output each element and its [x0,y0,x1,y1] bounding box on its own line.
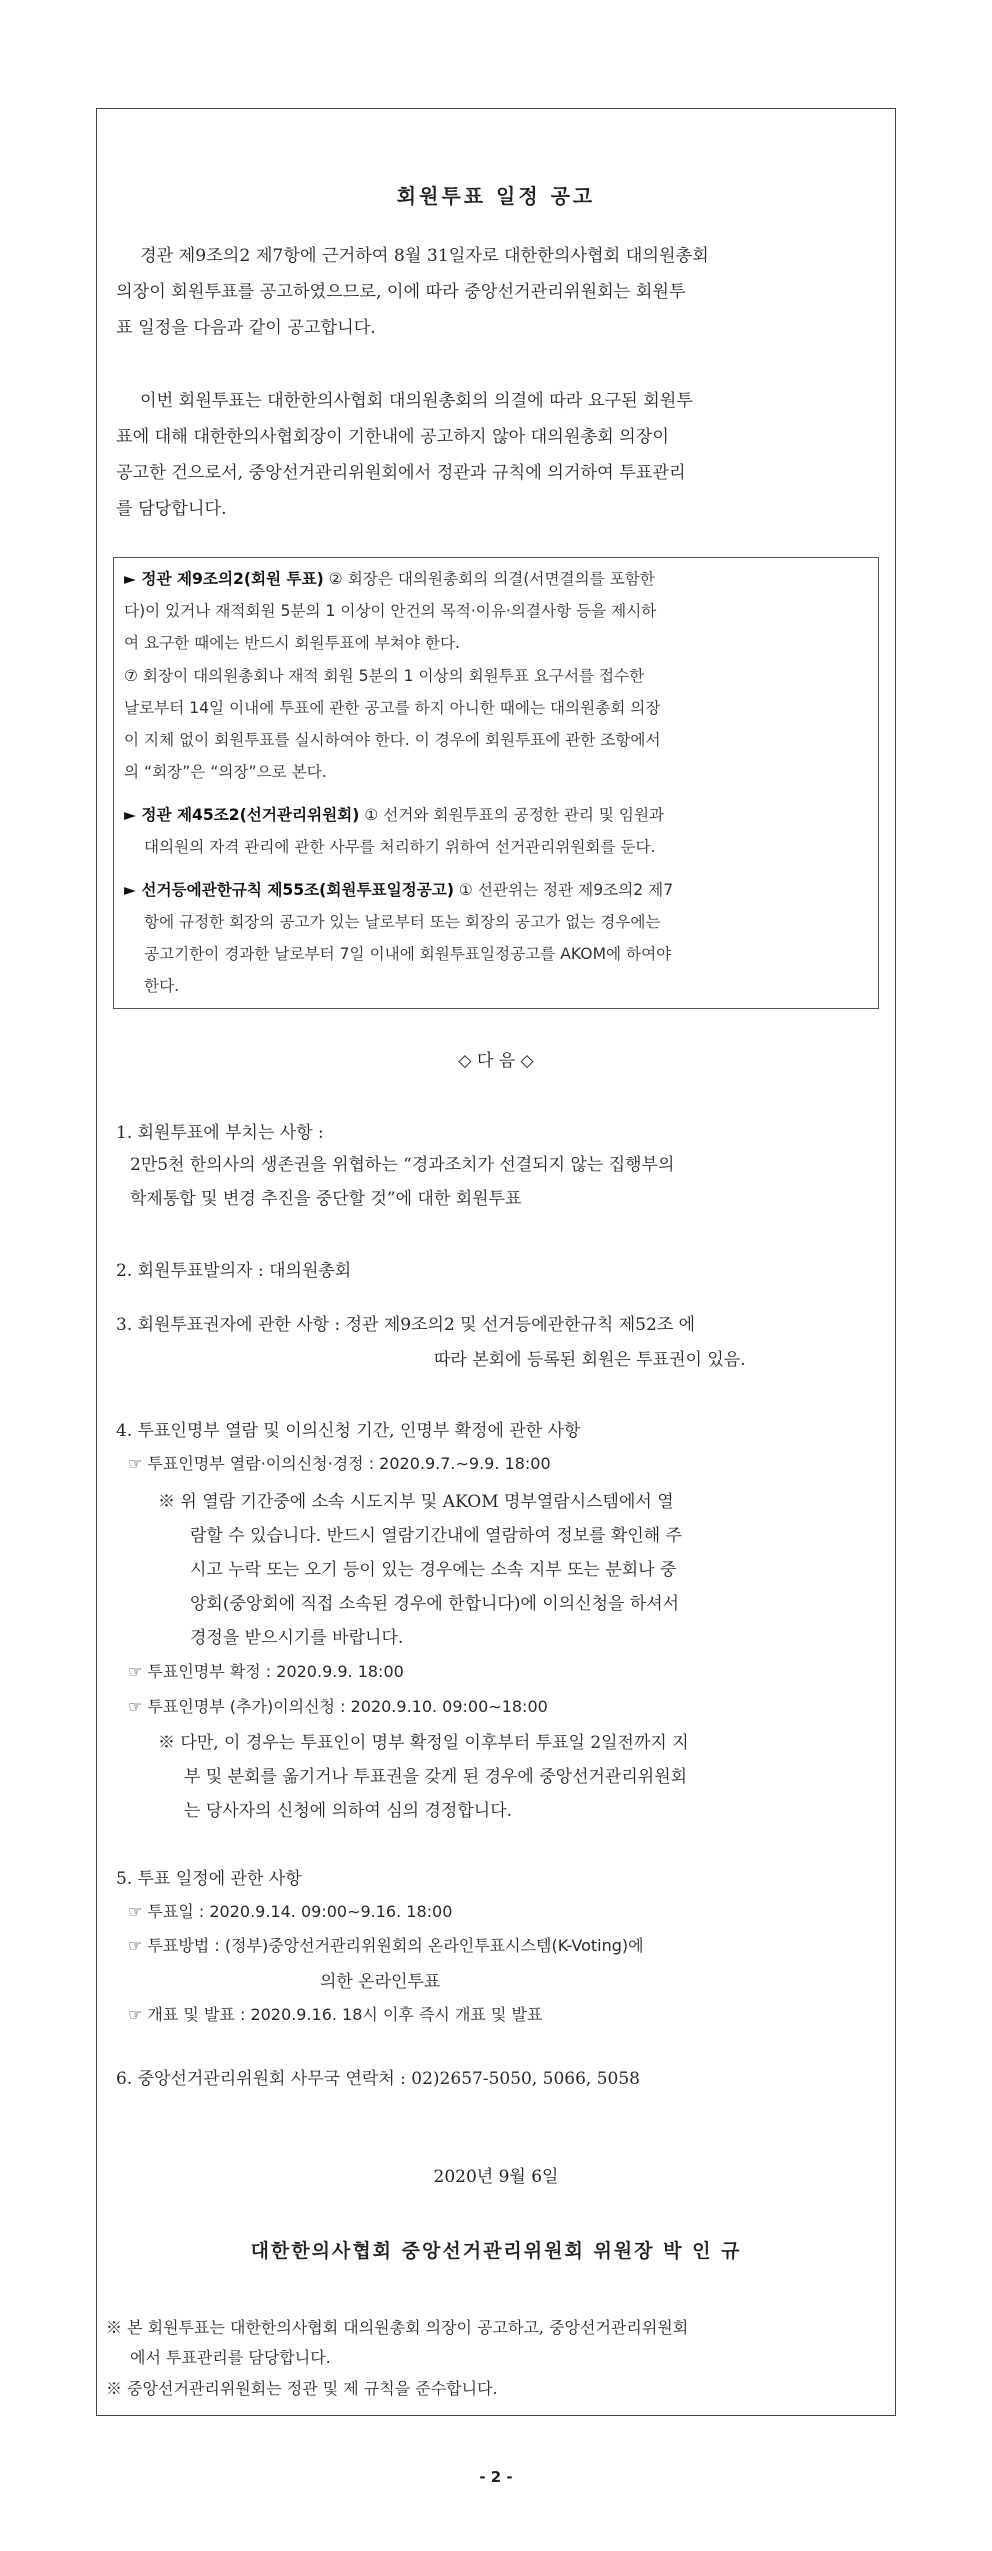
intro2-line: 공고한 건으로서, 중앙선거관리위원회에서 정관과 규칙에 의거하여 투표관리 [116,463,686,483]
section-4-note-line: 앙회(중앙회에 직접 소속된 경우에 한합니다)에 이의신청을 하셔서 [190,1594,680,1614]
regulation-line: 이 지체 없이 회원투표를 실시하여야 한다. 이 경우에 회원투표에 관한 조항에서 [124,731,661,749]
page-number: - 2 - [479,2468,513,2486]
regulation-item-1 [124,567,655,589]
section-4-note-line: 는 당사자의 신청에 의하여 심의 경정합니다. [184,1801,513,1821]
section-2: 2. 회원투표발의자 : 대의원총회 [116,1261,352,1281]
section-4-note-line: 부 및 분회를 옮기거나 투표권을 갖게 된 경우에 중앙선거관리위원회 [184,1767,688,1787]
regulation-line: 대의원의 자격 관리에 관한 사무를 처리하기 위하여 선거관리위원회를 둔다. [144,838,656,856]
section-5-item-b-cont: 의한 온라인투표 [320,1972,441,1992]
section-subhead: ◇ 다 음 ◇ [458,1051,534,1071]
section-3-line-1: 3. 회원투표권자에 관한 사항 : 정관 제9조의2 및 선거등에관한규칙 제52조 에 [116,1315,696,1335]
section-5-item-b: ☞ 투표방법 : (정부)중앙선거관리위원회의 온라인투표시스템(K-Voting)에 [128,1936,644,1955]
section-4-item-c: ☞ 투표인명부 (추가)이의신청 : 2020.9.10. 09:00∼18:00 [128,1697,548,1716]
regulation-item-3-head: ► 선거등에관한규칙 제55조(회원투표일정공고) [124,881,454,899]
regulation-item-3-text: ① 선관위는 정관 제9조의2 제7 [453,881,674,899]
regulation-item-1-head: ► 정관 제9조의2(회원 투표) [124,570,324,588]
section-4-note-line: ※ 위 열람 기간중에 소속 시도지부 및 AKOM 명부열람시스템에서 열 [158,1492,674,1512]
regulation-line: ⑦ 회장이 대의원총회나 재적 회원 5분의 1 이상의 회원투표 요구서를 접수한 [124,667,645,685]
regulation-line: 여 요구한 때에는 반드시 회원투표에 부쳐야 한다. [124,634,460,652]
footnote-2: ※ 중앙선거관리위원회는 정관 및 제 규칙을 준수합니다. [106,2379,498,2398]
signature-line: 대한한의사협회 중앙선거관리위원회 위원장 박 인 규 [250,2240,742,2262]
regulation-box [113,557,879,1009]
intro1-line: 표 일정을 다음과 같이 공고합니다. [116,318,376,338]
regulation-item-2-text: ① 선거와 회원투표의 공정한 관리 및 임원과 [359,806,665,824]
section-4-head: 4. 투표인명부 열람 및 이의신청 기간, 인명부 확정에 관한 사항 [116,1421,581,1441]
section-1-line: 학제통합 및 변경 추진을 중단할 것”에 대한 회원투표 [130,1189,522,1209]
intro1-line: 의장이 회원투표를 공고하였으므로, 이에 따라 중앙선거관리위원회는 회원투 [116,282,686,302]
intro1-line: 경관 제9조의2 제7항에 근거하여 8월 31일자로 대한한의사협회 대의원총회 [140,246,709,266]
footnote-1-cont: 에서 투표관리를 담당합니다. [130,2348,331,2367]
section-5-item-a: ☞ 투표일 : 2020.9.14. 09:00∼9.16. 18:00 [128,1902,453,1921]
section-4-item-b: ☞ 투표인명부 확정 : 2020.9.9. 18:00 [128,1662,404,1681]
section-5-head: 5. 투표 일정에 관한 사항 [116,1869,302,1889]
notice-date: 2020년 9월 6일 [433,2167,559,2187]
regulation-item-1-text: ② 회장은 대의원총회의 의결(서면결의를 포함한 [323,570,655,588]
regulation-line: 의 “회장”은 “의장”으로 본다. [124,763,327,781]
section-4-item-a: ☞ 투표인명부 열람·이의신청·경정 : 2020.9.7.∼9.9. 18:00 [128,1454,551,1473]
section-4-note-line: 시고 누락 또는 오기 등이 있는 경우에는 소속 지부 또는 분회나 중 [190,1560,677,1580]
regulation-line: 공고기한이 경과한 날로부터 7일 이내에 회원투표일정공고를 AKOM에 하여야 [144,945,672,963]
section-5-item-c: ☞ 개표 및 발표 : 2020.9.16. 18시 이후 즉시 개표 및 발표 [128,2005,543,2024]
section-3-line-2: 따라 본회에 등록된 회원은 투표권이 있음. [434,1350,746,1370]
regulation-item-2 [124,803,664,825]
footnote-1: ※ 본 회원투표는 대한한의사협회 대의원총회 의장이 공고하고, 중앙선거관리위원회 [106,2318,689,2337]
regulation-item-3 [124,878,673,900]
intro2-line: 를 담당합니다. [116,499,227,519]
regulation-line: 한다. [144,977,180,995]
section-4-note-line: 람할 수 있습니다. 반드시 열람기간내에 열람하여 정보를 확인해 주 [190,1526,683,1546]
section-4-note-line: 경정을 받으시기를 바랍니다. [190,1628,404,1648]
section-4-note-line: ※ 다만, 이 경우는 투표인이 명부 확정일 이후부터 투표일 2일전까지 지 [158,1733,689,1753]
regulation-line: 날로부터 14일 이내에 투표에 관한 공고를 하지 아니한 때에는 대의원총회 의장 [124,699,661,717]
regulation-line: 항에 규정한 회장의 공고가 있는 날로부터 또는 회장의 공고가 없는 경우에는 [144,913,661,931]
regulation-line: 다)이 있거나 재적회원 5분의 1 이상이 안건의 목적·이유·의결사항 등을 제시하 [124,602,657,620]
intro2-line: 표에 대해 대한한의사협회장이 기한내에 공고하지 않아 대의원총회 의장이 [116,427,669,447]
section-6-contact: 6. 중앙선거관리위원회 사무국 연락처 : 02)2657-5050, 5066, 5058 [116,2069,640,2089]
section-1-head: 1. 회원투표에 부치는 사항 : [116,1123,324,1143]
section-1-line: 2만5천 한의사의 생존권을 위협하는 “경과조치가 선결되지 않는 집행부의 [130,1155,675,1175]
intro2-line: 이번 회원투표는 대한한의사협회 대의원총회의 의결에 따라 요구된 회원투 [140,391,693,411]
notice-title: 회원투표 일정 공고 [396,184,596,208]
regulation-item-2-head: ► 정관 제45조2(선거관리위원회) [124,806,360,824]
